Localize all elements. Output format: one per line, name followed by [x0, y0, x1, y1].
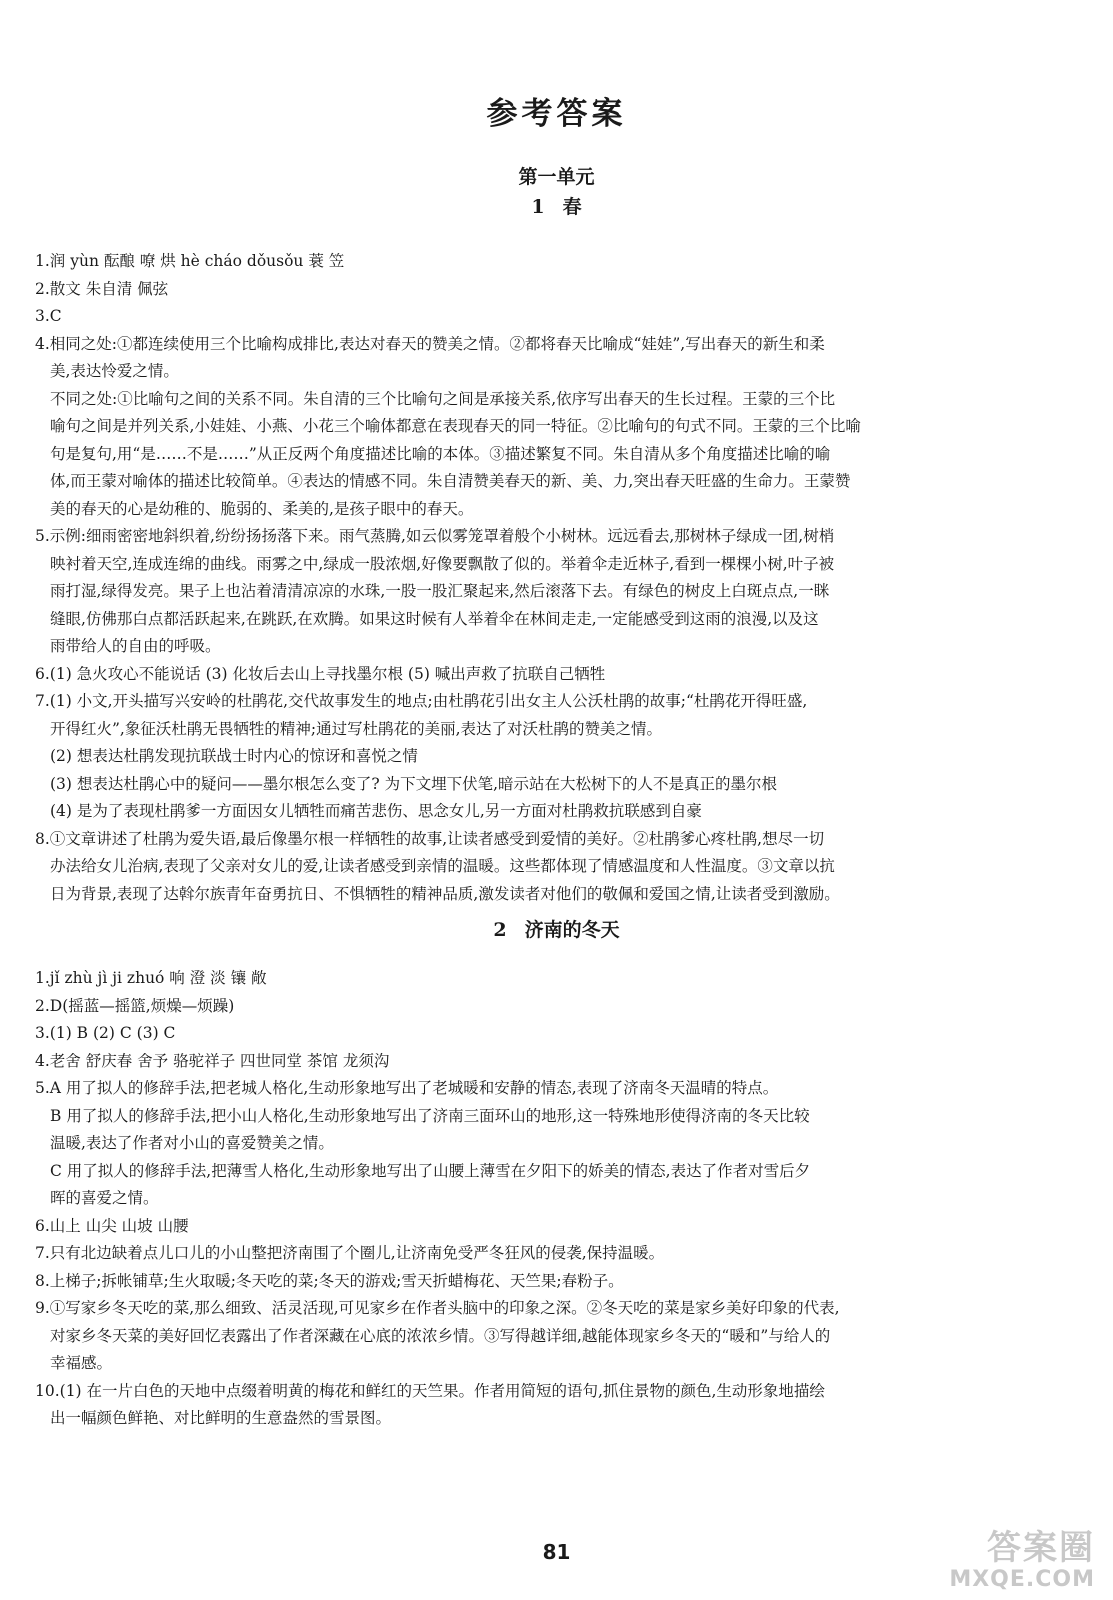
answer-line: (3) 想表达杜鹃心中的疑问——墨尔根怎么变了? 为下文埋下伏笔,暗示站在大松树下的人不是真正的墨尔根 [50, 774, 778, 793]
lesson-number: 2 [493, 919, 507, 941]
answer-line: 对家乡冬天菜的美好回忆表露出了作者深藏在心底的浓浓乡情。③写得越详细,越能体现家乡冬天的“暖和”与给人的 [50, 1326, 831, 1345]
watermark-text: 答案圈 [987, 1528, 1095, 1568]
watermark-logo [911, 1520, 1101, 1592]
answer-line: 喻句之间是并列关系,小娃娃、小燕、小花三个喻体都意在表现春天的同一特征。②比喻句的句式不同。王蒙的三个比喻 [50, 417, 861, 435]
answer-line: 雨打湿,绿得发亮。果子上也沾着清清凉凉的水珠,一股一股汇聚起来,然后滚落下去。有绿色的树皮上白斑点点,一眯 [50, 582, 830, 600]
answer-line: 8.①文章讲述了杜鹃为爱失语,最后像墨尔根一样牺牲的故事,让读者感受到爱情的美好。②杜鹃爹心疼杜鹃,想尽一切 [35, 829, 825, 848]
answer-line: 4.老舍 舒庆春 舍予 骆驼祥子 四世同堂 茶馆 龙须沟 [35, 1051, 390, 1070]
answer-line: 8.上梯子;拆帐铺草;生火取暖;冬天吃的菜;冬天的游戏;雪天折蜡梅花、天竺果;春粉子。 [35, 1271, 624, 1290]
answer-line: 不同之处:①比喻句之间的关系不同。朱自清的三个比喻句之间是承接关系,依序写出春天的生长过程。王蒙的三个比 [50, 389, 836, 408]
lesson-title [0, 192, 1113, 219]
lesson-title [0, 915, 1113, 942]
answer-line: 6.(1) 急火攻心不能说话 (3) 化妆后去山上寻找墨尔根 (5) 喊出声救了抗联自己牺牲 [35, 664, 606, 683]
answer-line: 3.C [35, 307, 62, 325]
answer-line: 幸福感。 [50, 1354, 113, 1372]
answer-line: 1.jǐ zhù jì ji zhuó 响 澄 淡 镶 敞 [35, 969, 267, 987]
answer-line: 10.(1) 在一片白色的天地中点缀着明黄的梅花和鲜红的天竺果。作者用简短的语句,抓住景物的颜色,生动形象地描绘 [35, 1381, 825, 1400]
answer-line: 缝眼,仿佛那白点都活跃起来,在跳跃,在欢腾。如果这时候有人举着伞在林间走走,一定能感受到这雨的浪漫,以及这 [50, 609, 819, 628]
answer-line: 9.①写家乡冬天吃的菜,那么细致、活灵活现,可见家乡在作者头脑中的印象之深。②冬天吃的菜是家乡美好印象的代表, [35, 1299, 840, 1317]
answers-lesson-1 [35, 248, 1083, 908]
answer-line: 映衬着天空,连成连绵的曲线。雨雾之中,绿成一股浓烟,好像要飘散了似的。举着伞走近林子,看到一棵棵小树,叶子被 [50, 554, 835, 573]
answer-line: 美的春天的心是幼稚的、脆弱的、柔美的,是孩子眼中的春天。 [50, 499, 474, 518]
answer-line: 5.A 用了拟人的修辞手法,把老城人格化,生动形象地写出了老城暖和安静的情态,表现了济南冬天温晴的特点。 [35, 1079, 779, 1097]
answer-line: B 用了拟人的修辞手法,把小山人格化,生动形象地写出了济南三面环山的地形,这一特殊地形使得济南的冬天比较 [50, 1106, 810, 1125]
page-number: 81 [542, 1540, 571, 1564]
answer-line: (4) 是为了表现杜鹃爹一方面因女儿牺牲而痛苦悲伤、思念女儿,另一方面对杜鹃救抗联感到自豪 [50, 802, 702, 820]
answer-line: 3.(1) B (2) C (3) C [35, 1024, 176, 1042]
answer-line: 2.散文 朱自清 佩弦 [35, 279, 169, 298]
answer-line: 1.润 yùn 酝酿 嘹 烘 hè cháo dǒusǒu 蓑 笠 [35, 252, 345, 270]
answer-line: 办法给女儿治病,表现了父亲对女儿的爱,让读者感受到亲情的温暖。这些都体现了情感温度和人性温度。③文章以抗 [50, 857, 835, 875]
answer-line: 体,而王蒙对喻体的描述比较简单。④表达的情感不同。朱自清赞美春天的新、美、力,突出春天旺盛的生命力。王蒙赞 [50, 472, 851, 490]
answer-line: 6.山上 山尖 山坡 山腰 [35, 1216, 189, 1235]
answer-line: 出一幅颜色鲜艳、对比鲜明的生意盎然的雪景图。 [50, 1409, 392, 1427]
watermark-url: MXQE.COM [949, 1567, 1095, 1592]
lesson-name: 济南的冬天 [524, 919, 620, 941]
answer-line: 开得红火”,象征沃杜鹃无畏牺牲的精神;通过写杜鹃花的美丽,表达了对沃杜鹃的赞美之情。 [50, 719, 663, 738]
answer-line: 7.(1) 小文,开头描写兴安岭的杜鹃花,交代故事发生的地点;由杜鹃花引出女主人公沃杜鹃的故事;“杜鹃花开得旺盛, [35, 692, 808, 710]
unit-title: 第一单元 [518, 166, 595, 188]
answer-line: 2.D(摇蓝—摇篮,烦燥—烦躁) [35, 996, 235, 1015]
lesson-number: 1 [531, 196, 545, 218]
lesson-name: 春 [562, 196, 582, 218]
answers-lesson-2 [35, 965, 1083, 1433]
page-title: 参考答案 [486, 96, 627, 132]
answer-line: 晖的喜爱之情。 [50, 1189, 159, 1207]
answer-line: 4.相同之处:①都连续使用三个比喻构成排比,表达对春天的赞美之情。②都将春天比喻成“娃娃”,写出春天的新生和柔 [35, 334, 825, 353]
answer-line: 美,表达怜爱之情。 [50, 362, 179, 380]
answer-line: 5.示例:细雨密密地斜织着,纷纷扬扬落下来。雨气蒸腾,如云似雾笼罩着般个小树林。远远看去,那树林子绿成一团,树梢 [35, 527, 835, 545]
answer-line: 日为背景,表现了达斡尔族青年奋勇抗日、不惧牺牲的精神品质,激发读者对他们的敬佩和爱国之情,让读者受到激励。 [50, 884, 840, 903]
answer-line: C 用了拟人的修辞手法,把薄雪人格化,生动形象地写出了山腰上薄雪在夕阳下的娇美的情态,表达了作者对雪后夕 [50, 1161, 811, 1180]
answer-line: (2) 想表达杜鹃发现抗联战士时内心的惊讶和喜悦之情 [50, 747, 418, 765]
answer-line: 7.只有北边缺着点儿口儿的小山整把济南围了个圈儿,让济南免受严冬狂风的侵袭,保持温暖。 [35, 1244, 665, 1262]
answer-line: 雨带给人的自由的呼吸。 [50, 637, 221, 655]
answer-line: 温暖,表达了作者对小山的喜爱赞美之情。 [50, 1134, 334, 1152]
answer-line: 句是复句,用“是……不是……”从正反两个角度描述比喻的本体。③描述繁复不同。朱自清从多个角度描述比喻的喻 [50, 444, 831, 463]
